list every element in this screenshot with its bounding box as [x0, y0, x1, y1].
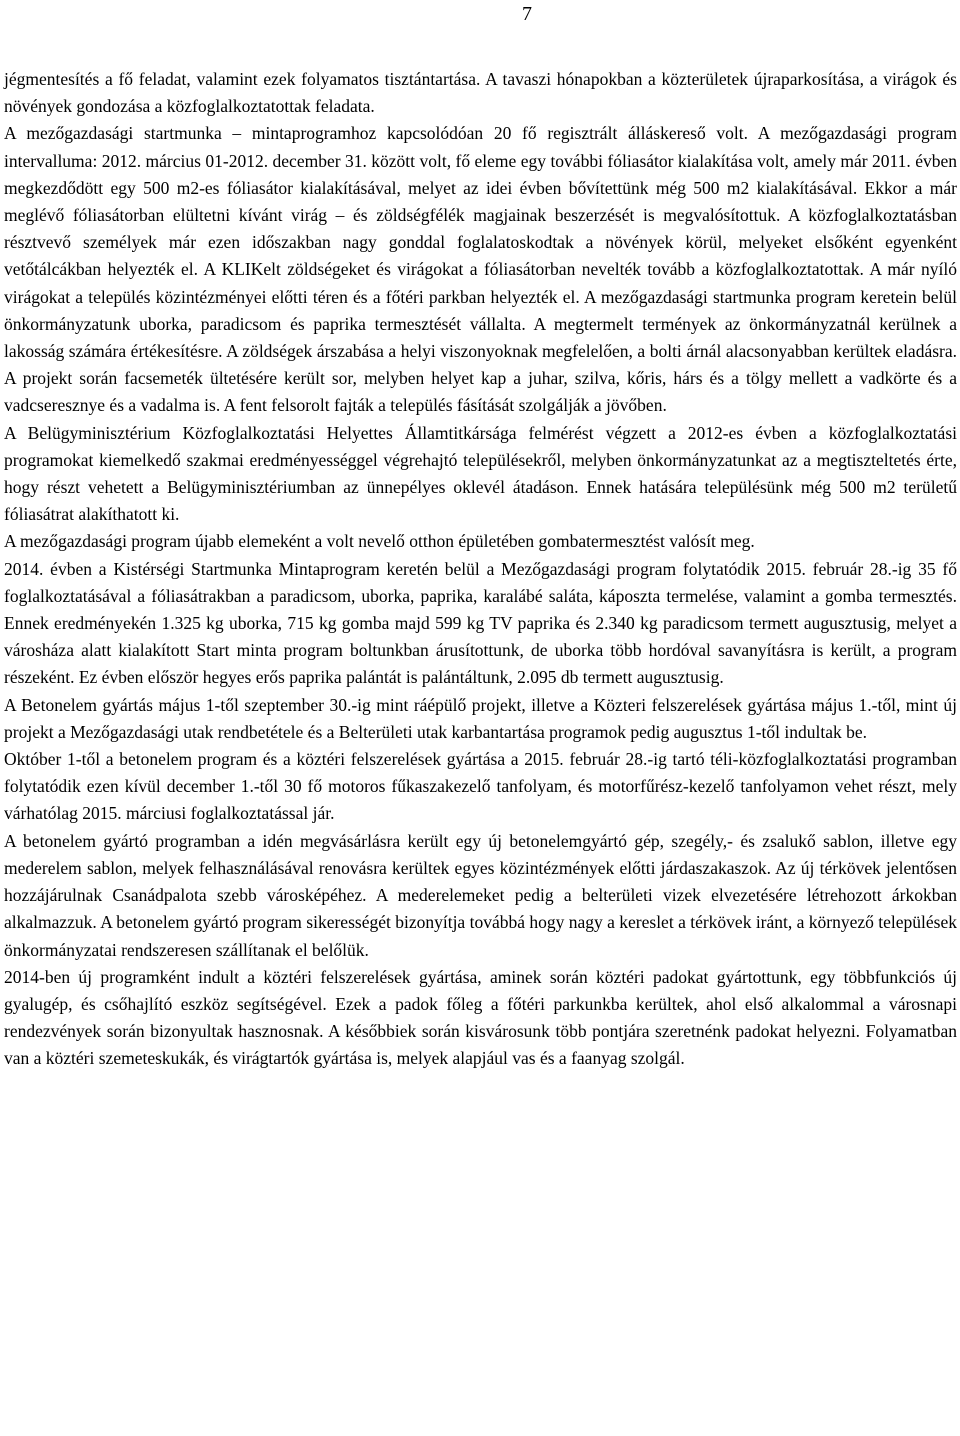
paragraph: 2014-ben új programként indult a köztéri felszerelések gyártása, aminek során köztéri padokat gyártottunk, egy többfunkciós új gyalugép, és csőhajlító eszköz segítségével. Ezek a padok főleg a főtéri parkunkba kerültek, ahol első alkalommal a városnapi rendezvények során bizonyultak hasznosnak. A későbbiek során kisvárosunk több pontjára szeretnénk padokat helyezni. Folyamatban van a köztéri szemeteskukák, és virágtartók gyártása is, melyek alapjául vas és a faanyag szolgál.	[4, 966, 957, 1069]
paragraph: A betonelem gyártó programban a idén megvásárlásra került egy új betonelemgyártó gép, szegély,- és zsalukő sablon, illetve egy mederelem sablon, melyek felhasználásával renovásra kerültek egyes közintézmények előtti járdaszakaszok. Az új térkövek jelentősen hozzájárulnak Csanádpalota szebb városképéhez. A mederelemeket pedig a belterületi vizek elvezetésére létrehozott árkokban alkalmazzuk. A betonelem gyártó program sikerességét bizonyítja továbbá hogy nagy a kereslet a térkövek iránt, a környező települések önkormányzatai rendszeresen szállítanak el belőlük.	[4, 830, 957, 960]
paragraph: A Belügyminisztérium Közfoglalkoztatási Helyettes Államtitkársága felmérést végzett a 2012-es évben a közfoglalkoztatási programokat kiemelkedő szakmai eredményességgel végrehajtó településekről, melyben önkormányzatunkat az a megtiszteltetés érte, hogy részt vehetett a Belügyminisztériumban az ünnepélyes oklevél átadáson. Ennek hatására településünk még 500 m2 területű fóliasátrat alakíthatott ki.	[4, 422, 957, 525]
paragraph: A mezőgazdasági program újabb elemeként a volt nevelő otthon épületében gombatermesztést valósít meg.	[4, 531, 755, 552]
document-body	[4, 66, 957, 1073]
paragraph: Október 1-től a betonelem program és a köztéri felszerelések gyártása a 2015. február 28.-ig tartó téli-közfoglalkoztatási programban folytatódik ezen kívül december 1.-től 30 fő motoros fűkaszakezelő tanfolyam, és motorfűrész-kezelő tanfolyamon vehet részt, mely várhatólag 2015. márciusi foglalkoztatással jár.	[4, 749, 957, 824]
page-number: 7	[522, 3, 532, 25]
paragraph: A mezőgazdasági startmunka – mintaprogramhoz kapcsolódóan 20 fő regisztrált álláskereső volt. A mezőgazdasági program intervalluma: 2012. március 01-2012. december 31. között volt, fő eleme egy további fóliasátor kialakítása volt, amely már 2011. évben megkezdődött egy 500 m2-es fóliasátor kialakításával, melyet az idei évben bővítettünk még 500 m2 kialakításával. Ekkor a már meglévő fóliasátorban elültetni kívánt virág – és zöldségfélék magjainak beszerzését is megvalósítottuk. A közfoglalkoztatásban résztvevő személyek már ezen időszakban nagy gonddal foglalatoskodtak a növények körül, melyeket elsőként egyenként vetőtálcákban helyezték el. A KLIKelt zöldségeket és virágokat a fóliasátorban nevelték tovább a közfoglalkoztatottak. A már nyíló virágokat a település közintézményei előtti téren és a főtéri parkban helyezték el. A mezőgazdasági startmunka program keretein belül önkormányzatunk uborka, paradicsom és paprika termesztését vállalta. A megtermelt termények az önkormányzatnál kerülnek a lakosság számára értékesítésre. A zöldségek árszabása a helyi viszonyoknak megfelelően, a bolti árnál alacsonyabban kerültek eladásra. A projekt során facsemeték ültetésére került sor, melyben helyet kap a juhar, szilva, kőris, hárs és a tölgy mellett a vadkörte és a vadcseresznye és a vadalma is. A fent felsorolt fajták a település fásítását szolgálják a jövőben.	[4, 123, 957, 416]
paragraph: A Betonelem gyártás május 1-től szeptember 30.-ig mint ráépülő projekt, illetve a Közteri felszerelések gyártása május 1.-től, mint új projekt a Mezőgazdasági utak rendbetétele és a Belterületi utak karbantartása programok pedig augusztus 1-től indultak be.	[4, 694, 957, 742]
paragraph: jégmentesítés a fő feladat, valamint ezek folyamatos tisztántartása. A tavaszi hónapokban a közterületek újraparkosítása, a virágok és növények gondozása a közfoglalkoztatottak feladata.	[4, 69, 957, 117]
paragraph: 2014. évben a Kistérségi Startmunka Mintaprogram keretén belül a Mezőgazdasági program folytatódik 2015. február 28.-ig 35 fő foglalkoztatásával a fóliasátrakban a paradicsom, uborka, paprika, karalábé saláta, káposzta termelése, valamint a gomba termesztés. Ennek eredményekén 1.325 kg uborka, 715 kg gomba majd 599 kg TV paprika és 2.340 kg paradicsom termett augusztusig, melyet a városháza alatt kialakított Start minta program boltunkban árusítottunk, de uborka több hordóval savanyításra is került, a program részeként. Ez évben először hegyes erős paprika palántát is palántáltunk, 2.095 db termett augusztusig.	[4, 558, 957, 688]
